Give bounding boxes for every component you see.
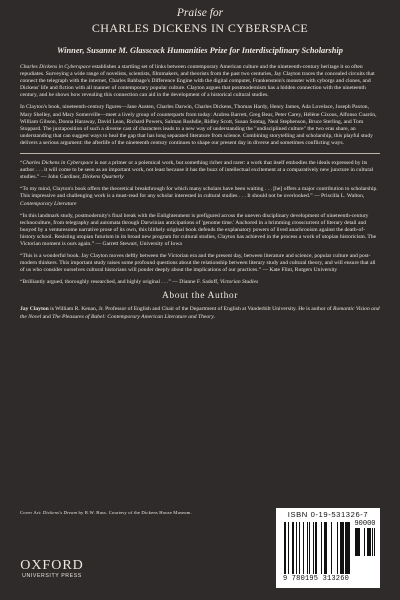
- review-quote: [20, 213, 380, 248]
- barcode-stripe: [331, 522, 332, 574]
- publisher-logo: [20, 559, 84, 580]
- barcode-stripe: [359, 528, 360, 556]
- description-text: establishes a startling set of links between contemporary American culture and the nineteenth-century heritage it so often repudiates. Surveying a wide range of novelists, scientists, filmmakers, and theorists from the past two centuries, Jay Clayton traces the concealed circuits that connect the telegraph with the internet, Charles Babbage's Difference Engine with the digital computer, Frankenstein's monster with cyborgs and clones, and Dickens' life and fiction with all manner of contemporary popular culture. Clayton argues that postmodernism has a hidden connection with the nineteenth century, and he shows how revealing this connection can aid in the development of a historical cultural studies.: [20, 64, 375, 99]
- review-quote: [20, 253, 380, 274]
- book-title: CHARLES DICKENS IN CYBERSPACE: [91, 21, 309, 35]
- award-line: Winner, Susanne M. Glasscock Humanities Prize for Interdisciplinary Scholarship: [57, 46, 343, 55]
- author-name: Jay Clayton: [20, 306, 49, 313]
- cover-art-credit: [20, 510, 260, 516]
- text-column: [20, 6, 380, 321]
- quote-mark: “: [20, 186, 23, 193]
- barcode-stripe: [303, 522, 304, 574]
- barcode-stripe: [316, 522, 317, 574]
- quote-source: Contemporary Literature: [20, 200, 77, 207]
- praise-heading: Praise for: [176, 7, 224, 19]
- quote-mark: “: [20, 212, 23, 219]
- credit-suffix: by R.W. Buss. Courtesy of the Dickens House Museum.: [77, 510, 192, 515]
- quote-text: In this landmark study, postmodernity's final break with the Enlightenment is prefigured across the uneven disciplinary development of nineteenth-century technoculture, from telegraphy and automata through Darwinian anticipations of 'genome time.' Anchored in a brimming crosscurrent of literary detail and buoyed by a venturesome narrative prose of its own, this blithely original book defends the explanatory powers of lived anachronism against the death-of-history school. Resisting utopian futurism in its broad new program for cultural studies, Clayton has achieved in the process a work of utopian historicism. The Victorian moment is ours again.” — Garrett Stewart, University of Iowa: [20, 212, 377, 247]
- barcode-stripe: [349, 522, 350, 574]
- ean-barcode: [284, 522, 350, 574]
- isbn-label: ISBN 0-19-531326-7: [287, 510, 369, 519]
- author-bio-text: .: [213, 313, 216, 320]
- barcode-stripe: [299, 522, 300, 574]
- author-bio-text: and: [41, 313, 53, 320]
- barcode-stripe: [309, 522, 310, 574]
- quote-text: Brilliantly argued, thoroughly researched, and highly original . . .” — Dianne F. Sadoff,: [22, 279, 220, 286]
- description-paragraph: [20, 104, 380, 147]
- barcode-stripe: [364, 528, 365, 556]
- barcode-stripe: [337, 522, 338, 574]
- description-paragraph: [20, 64, 380, 99]
- quote-mark: “: [20, 279, 23, 286]
- about-heading: About the Author: [161, 291, 239, 302]
- quote-source: Victorian Studies: [219, 279, 259, 286]
- barcode-stripe: [293, 522, 294, 574]
- description-text: In Clayton's book, nineteenth-century figures—Jane Austen, Charles Darwin, Charles Dickens, Thomas Hardy, Henry James, Ada Lovelace, Joseph Paxton, Mary Shelley, and Mary Somerville—meet a lively group of counterparts from today: Andrea Barrett, Greg Bear, Peter Carey, Hélène Cixous, Alfonso Cuarón, William Gibson, Donna Haraway, David Lean, Richard Powers, Salman Rushdie, Ridley Scott, Susan Sontag, Neal Stephenson, Bruce Sterling, and Tom Stoppard. The juxtaposition of such a diverse cast of characters leads to a new way of understanding the "undisciplined culture" the two eras share, an understanding that can suggest ways to heal the gap that has long separated literature from science. Combining storytelling and scholarship, this playful study delivers a serious argument: the afterlife of the nineteenth century continues to shape our present day in diverse and sometimes conflicting ways.: [20, 104, 377, 146]
- review-quote: [20, 186, 380, 207]
- addon-barcode: [354, 528, 376, 556]
- barcode-stripe: [374, 528, 375, 556]
- description-book-title: Charles Dickens in Cyberspace: [20, 64, 91, 70]
- barcode-stripe: [313, 522, 314, 574]
- credit-artwork: Dickens's Dream: [42, 510, 78, 515]
- author-bio-text: is William R. Kenan, Jr. Professor of English and Chair of the Department of English at Vanderbilt University. He is author of: [48, 306, 334, 313]
- review-quote: [20, 160, 380, 181]
- barcode-stripe: [370, 528, 371, 556]
- author-bio: [20, 306, 380, 320]
- barcode-stripe: [307, 522, 308, 574]
- author-book-title: Romantic Vision and the Novel: [20, 306, 380, 320]
- addon-code-label: 90000: [354, 520, 376, 528]
- barcode-stripe: [285, 522, 286, 574]
- quote-text: To my mind, Clayton's book offers the theoretical breakthrough for which many scholars have been waiting . . . [he] offers a major contribution to scholarship. This impressive and challenging work is a must-read for any scholar interested in cultural studies . . . It should not be overlooked.” — Priscilla L. Walton,: [20, 186, 378, 200]
- publisher-name: OXFORD: [20, 558, 84, 573]
- barcode-stripe: [288, 522, 289, 574]
- credit-prefix: Cover Art:: [20, 510, 43, 515]
- quote-mark: “: [20, 160, 23, 167]
- review-quote: [20, 279, 380, 286]
- barcode-panel: [276, 508, 380, 588]
- publisher-subtitle: UNIVERSITY PRESS: [22, 573, 82, 579]
- quote-text: is not a primer or a polemical work, but something richer and rarer: a work that itself embodies the ideals expressed by its author . . . it will come to be seen as an important work, not least because it has the buzz of intellectual excitement at a comparatively new juncture in cultural studies.” — John Gardiner,: [20, 160, 374, 181]
- quote-source: Dickens Quarterly: [82, 174, 124, 181]
- barcode-stripe: [321, 522, 322, 574]
- barcode-stripe: [296, 522, 297, 574]
- barcode-stripe: [326, 522, 327, 574]
- author-book-title: The Pleasures of Babel: Contemporary American Literature and Theory: [52, 313, 214, 320]
- ean-code-label: 9 780195 313260: [282, 575, 349, 583]
- quote-text: This is a wonderful book. Jay Clayton moves deftly between the Victorian era and the present day, between literature and science, popular culture and post-modern thinkers. This important study raises some profound questions about the relationship between literary study and cultural theory, and will ensure that all of us who consider ourselves cultural historians will ponder deeply about the implications of our practices.” — Kate Flint, Rutgers University: [20, 253, 376, 274]
- quote-book-title: Charles Dickens in Cyberspace: [22, 160, 94, 167]
- quote-mark: “: [20, 253, 23, 260]
- section-divider: [20, 153, 380, 154]
